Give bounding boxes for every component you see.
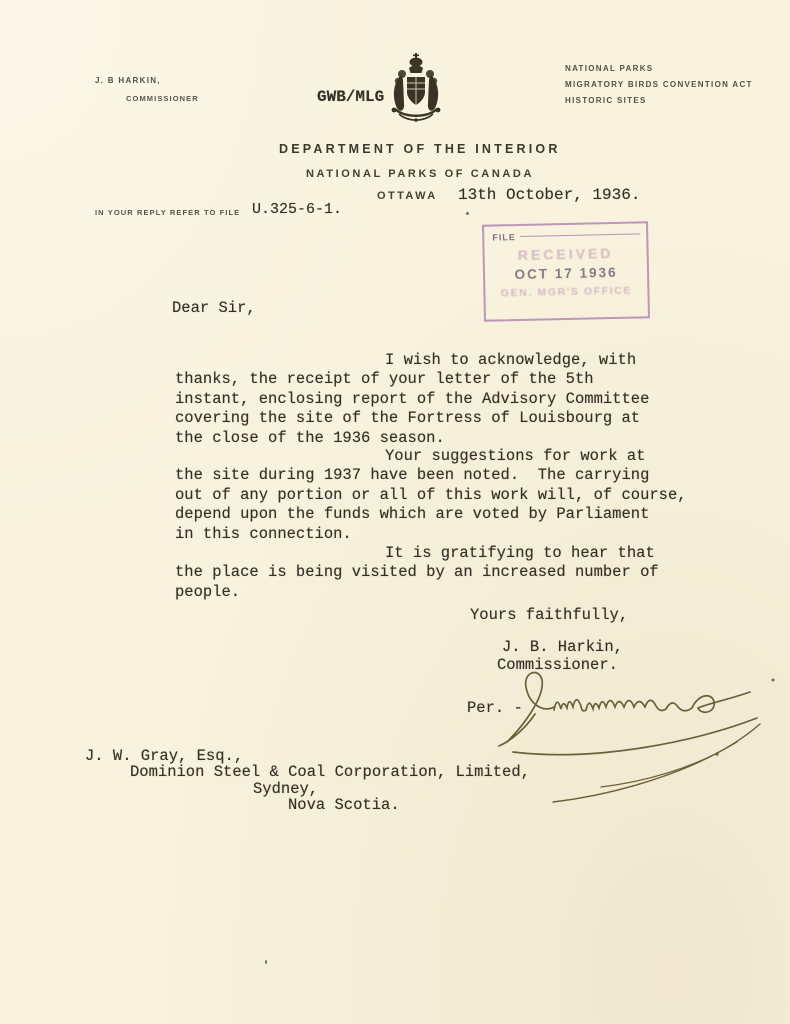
paragraph-3-line: the place is being visited by an increased number of [175,563,659,582]
stenographer-initials: GWB/MLG [317,88,385,106]
recipient-city: Sydney, [253,780,319,798]
paragraph-1-line: I wish to acknowledge, with [385,351,637,369]
paragraph-1-line: the close of the 1936 season. [175,428,445,447]
paragraph-1-line: instant, enclosing report of the Advisory Committee [175,389,650,408]
paragraph-3-line: It is gratifying to hear that [385,544,655,562]
stamp-office: GEN. MGR'S OFFICE [500,284,633,300]
stamp-received-text: RECEIVED [517,245,614,264]
paragraph-2-line: the site during 1937 have been noted. The carrying [175,466,650,485]
per-label: Per. - [467,699,523,717]
paragraph-2-line: depend upon the funds which are voted by Parliament [175,505,650,524]
letter-date: 13th October, 1936. [458,186,641,204]
recipient-province: Nova Scotia. [288,796,400,814]
city-label: OTTAWA [377,190,438,202]
paragraph-3-line: people. [175,582,241,601]
stamp-date: OCT 17 1936 [514,264,618,283]
administered-acts-list [565,64,753,112]
branch-title: NATIONAL PARKS OF CANADA [306,168,535,180]
paragraph-2-line: out of any portion or all of this work will, of course, [175,485,687,504]
paper-speck [265,960,267,964]
coat-of-arms-icon [388,52,444,126]
signatory-name: J. B. Harkin, [502,638,623,656]
stamp-file-rule [520,233,640,237]
stamp-file-label: FILE [492,232,516,243]
recipient-name: J. W. Gray, Esq., [85,747,244,765]
paragraph-1-line: covering the site of the Fortress of Louisbourg at [175,409,641,428]
department-title: DEPARTMENT OF THE INTERIOR [279,142,561,156]
signature-handwriting [455,660,775,810]
act-migratory-birds: MIGRATORY BIRDS CONVENTION ACT [565,80,753,89]
recipient-company: Dominion Steel & Coal Corporation, Limited, [130,763,530,781]
act-historic-sites: HISTORIC SITES [565,96,647,105]
closing: Yours faithfully, [470,606,629,624]
received-stamp [482,221,650,321]
signatory-title: Commissioner. [497,656,618,674]
file-reference-label: IN YOUR REPLY REFER TO FILE [95,208,241,217]
stamp-file-row [492,229,640,242]
salutation: Dear Sir, [172,299,256,317]
paragraph-2 [175,447,735,544]
officer-title: COMMISSIONER [126,94,199,103]
paragraph-1-line: thanks, the receipt of your letter of the 5th [175,370,594,389]
paragraph-1 [175,351,735,448]
paragraph-2-line: in this connection. [175,524,352,543]
act-national-parks: NATIONAL PARKS [565,64,654,73]
paper-speck [466,212,469,215]
officer-name: J. B HARKIN, [95,76,161,85]
paragraph-2-line: Your suggestions for work at [385,447,646,465]
file-number: U.325-6-1. [252,201,343,218]
paragraph-3 [175,544,735,602]
